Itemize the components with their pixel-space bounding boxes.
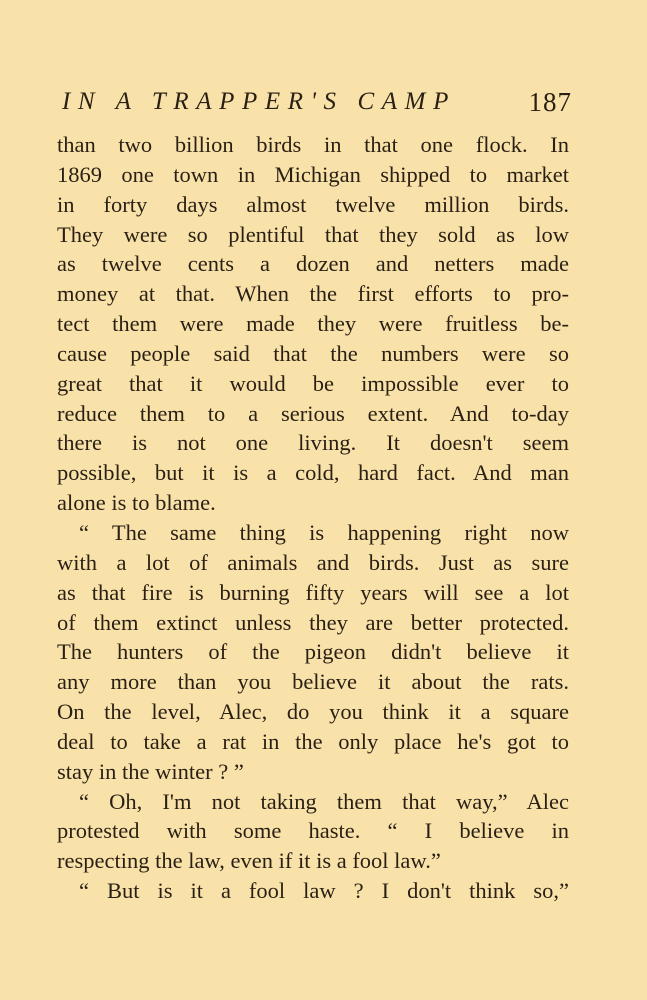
text-line: respecting the law, even if it is a fool law.” xyxy=(57,848,441,874)
text-line: with a lot of animals and birds. Just as sure xyxy=(57,549,569,575)
text-line: cause people said that the numbers were so xyxy=(57,340,569,366)
text-line: stay in the winter ? ” xyxy=(57,758,244,784)
text-line: The hunters of the pigeon didn't believe it xyxy=(57,639,569,665)
text-line: They were so plentiful that they sold as low xyxy=(57,221,569,247)
text-line: any more than you believe it about the rats. xyxy=(57,669,569,695)
text-line: 1869 one town in Michigan shipped to market xyxy=(57,161,569,187)
text-line: “ Oh, I'm not taking them that way,” Alec xyxy=(79,788,569,814)
body-text xyxy=(57,130,569,906)
text-line: “ But is it a fool law ? I don't think so,” xyxy=(79,878,569,904)
text-line: tect them were made they were fruitless be- xyxy=(57,311,569,337)
text-line: of them extinct unless they are better protected. xyxy=(57,609,569,635)
text-line: reduce them to a serious extent. And to-day xyxy=(57,400,569,426)
text-line: On the level, Alec, do you think it a square xyxy=(57,699,569,725)
text-line: than two billion birds in that one flock. In xyxy=(57,132,569,157)
running-head: IN A TRAPPER'S CAMP xyxy=(62,88,456,115)
text-line: as twelve cents a dozen and netters made xyxy=(57,251,569,277)
text-line: deal to take a rat in the only place he's got to xyxy=(57,728,569,754)
text-line: in forty days almost twelve million birds. xyxy=(57,191,569,217)
text-line: “ The same thing is happening right now xyxy=(79,519,569,545)
text-line: great that it would be impossible ever to xyxy=(57,370,569,396)
text-line: alone is to blame. xyxy=(57,490,216,516)
text-line: protested with some haste. “ I believe in xyxy=(57,818,569,844)
text-line: as that fire is burning fifty years will see a lot xyxy=(57,579,569,605)
text-line: money at that. When the first efforts to pro- xyxy=(57,281,569,307)
text-line: there is not one living. It doesn't seem xyxy=(57,430,569,456)
page-number: 187 xyxy=(528,87,572,117)
page-header xyxy=(62,84,572,120)
text-line: possible, but it is a cold, hard fact. And man xyxy=(57,460,569,486)
